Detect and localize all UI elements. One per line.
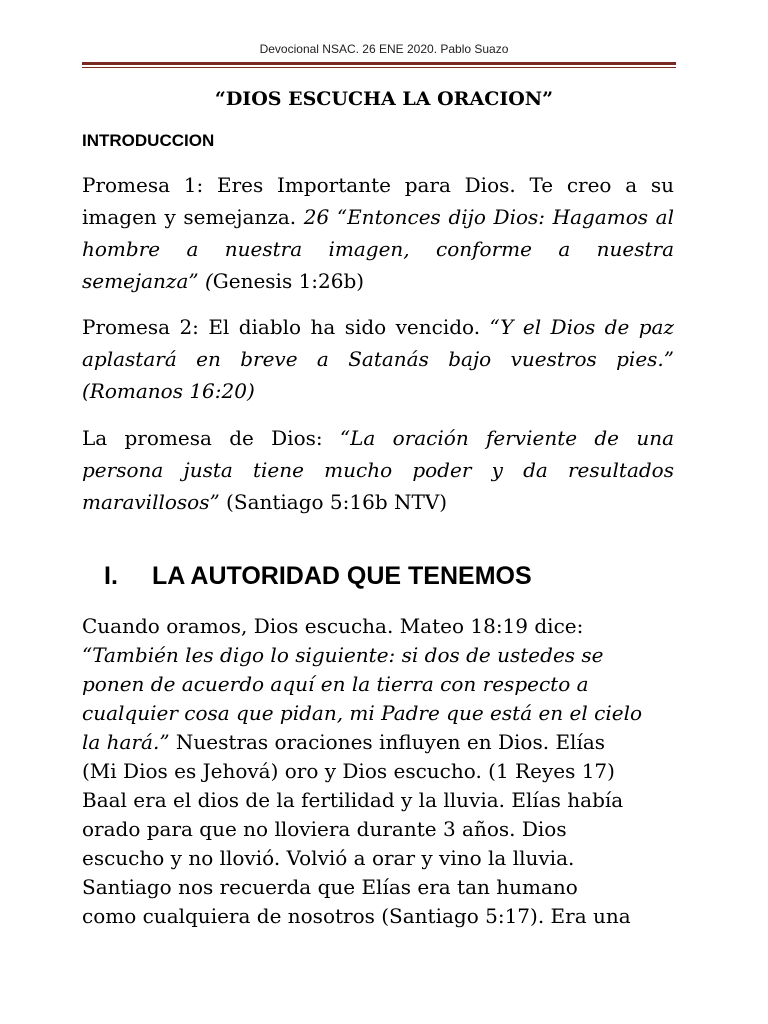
document-title: “DIOS ESCUCHA LA ORACION” (214, 88, 554, 110)
promesa-2-lead: Promesa 2: El diablo ha sido vencido. (82, 315, 490, 339)
body-line-italic (82, 670, 692, 699)
section-heading (104, 562, 532, 591)
body-line-italic-part: la hará.” (82, 730, 170, 754)
page-header: Devocional NSAC. 26 ENE 2020. Pablo Suazo (259, 42, 509, 56)
promesa-3-quote: “La oración ferviente de una persona justa tiene mucho poder y da resultados maravillosos” (82, 426, 675, 514)
promesa-3-reference: (Santiago 5:16b NTV) (219, 490, 448, 514)
promesa-2-quote: “Y el Dios de paz aplastará en breve a Satanás bajo vuestros pies.” (Romanos 16:20) (82, 315, 674, 403)
body-line: como cualquiera de nosotros (Santiago 5:17). Era una (82, 904, 631, 928)
body-line-text: “También les digo lo siguiente: si dos de ustedes se (82, 643, 604, 667)
section-body (82, 612, 692, 931)
header-rule-thin (82, 67, 676, 68)
promesa-2-paragraph (82, 311, 674, 407)
section-title: LA AUTORIDAD QUE TENEMOS (152, 562, 532, 590)
promesa-1-lead: Promesa 1: Eres Importante para Dios. Te creo a su imagen y semejanza. (82, 173, 674, 229)
body-line-text: cualquier cosa que pidan, mi Padre que está en el cielo (82, 701, 643, 725)
body-line: escucho y no llovió. Volvió a orar y vino la lluvia. (82, 846, 575, 870)
promesa-1-reference: Genesis 1:26b) (212, 269, 365, 293)
intro-heading: INTRODUCCION (82, 131, 215, 150)
body-line-text: ponen de acuerdo aquí en la tierra con respecto a (82, 672, 589, 696)
promesa-1-quote: 26 “Entonces dijo Dios: Hagamos al hombre a nuestra imagen, conforme a nuestra semejanza” ( (82, 205, 674, 293)
body-line-italic (82, 641, 692, 670)
promesa-1-paragraph (82, 169, 674, 297)
header-rule-thick (82, 62, 676, 65)
section-number: I. (104, 562, 118, 590)
body-line: (Mi Dios es Jehová) oro y Dios escucho. (1 Reyes 17) (82, 759, 615, 783)
body-line-italic (82, 699, 692, 728)
promesa-3-lead: La promesa de Dios: (82, 426, 340, 450)
body-line: Cuando oramos, Dios escucha. Mateo 18:19 dice: (82, 614, 584, 638)
body-line: orado para que no lloviera durante 3 años. Dios (82, 817, 567, 841)
body-line-rest: Nuestras oraciones influyen en Dios. Elías (169, 730, 606, 754)
body-line: Baal era el dios de la fertilidad y la lluvia. Elías había (82, 788, 624, 812)
body-line: Santiago nos recuerda que Elías era tan humano (82, 875, 578, 899)
promesa-3-paragraph (82, 422, 674, 518)
body-line (82, 728, 692, 757)
